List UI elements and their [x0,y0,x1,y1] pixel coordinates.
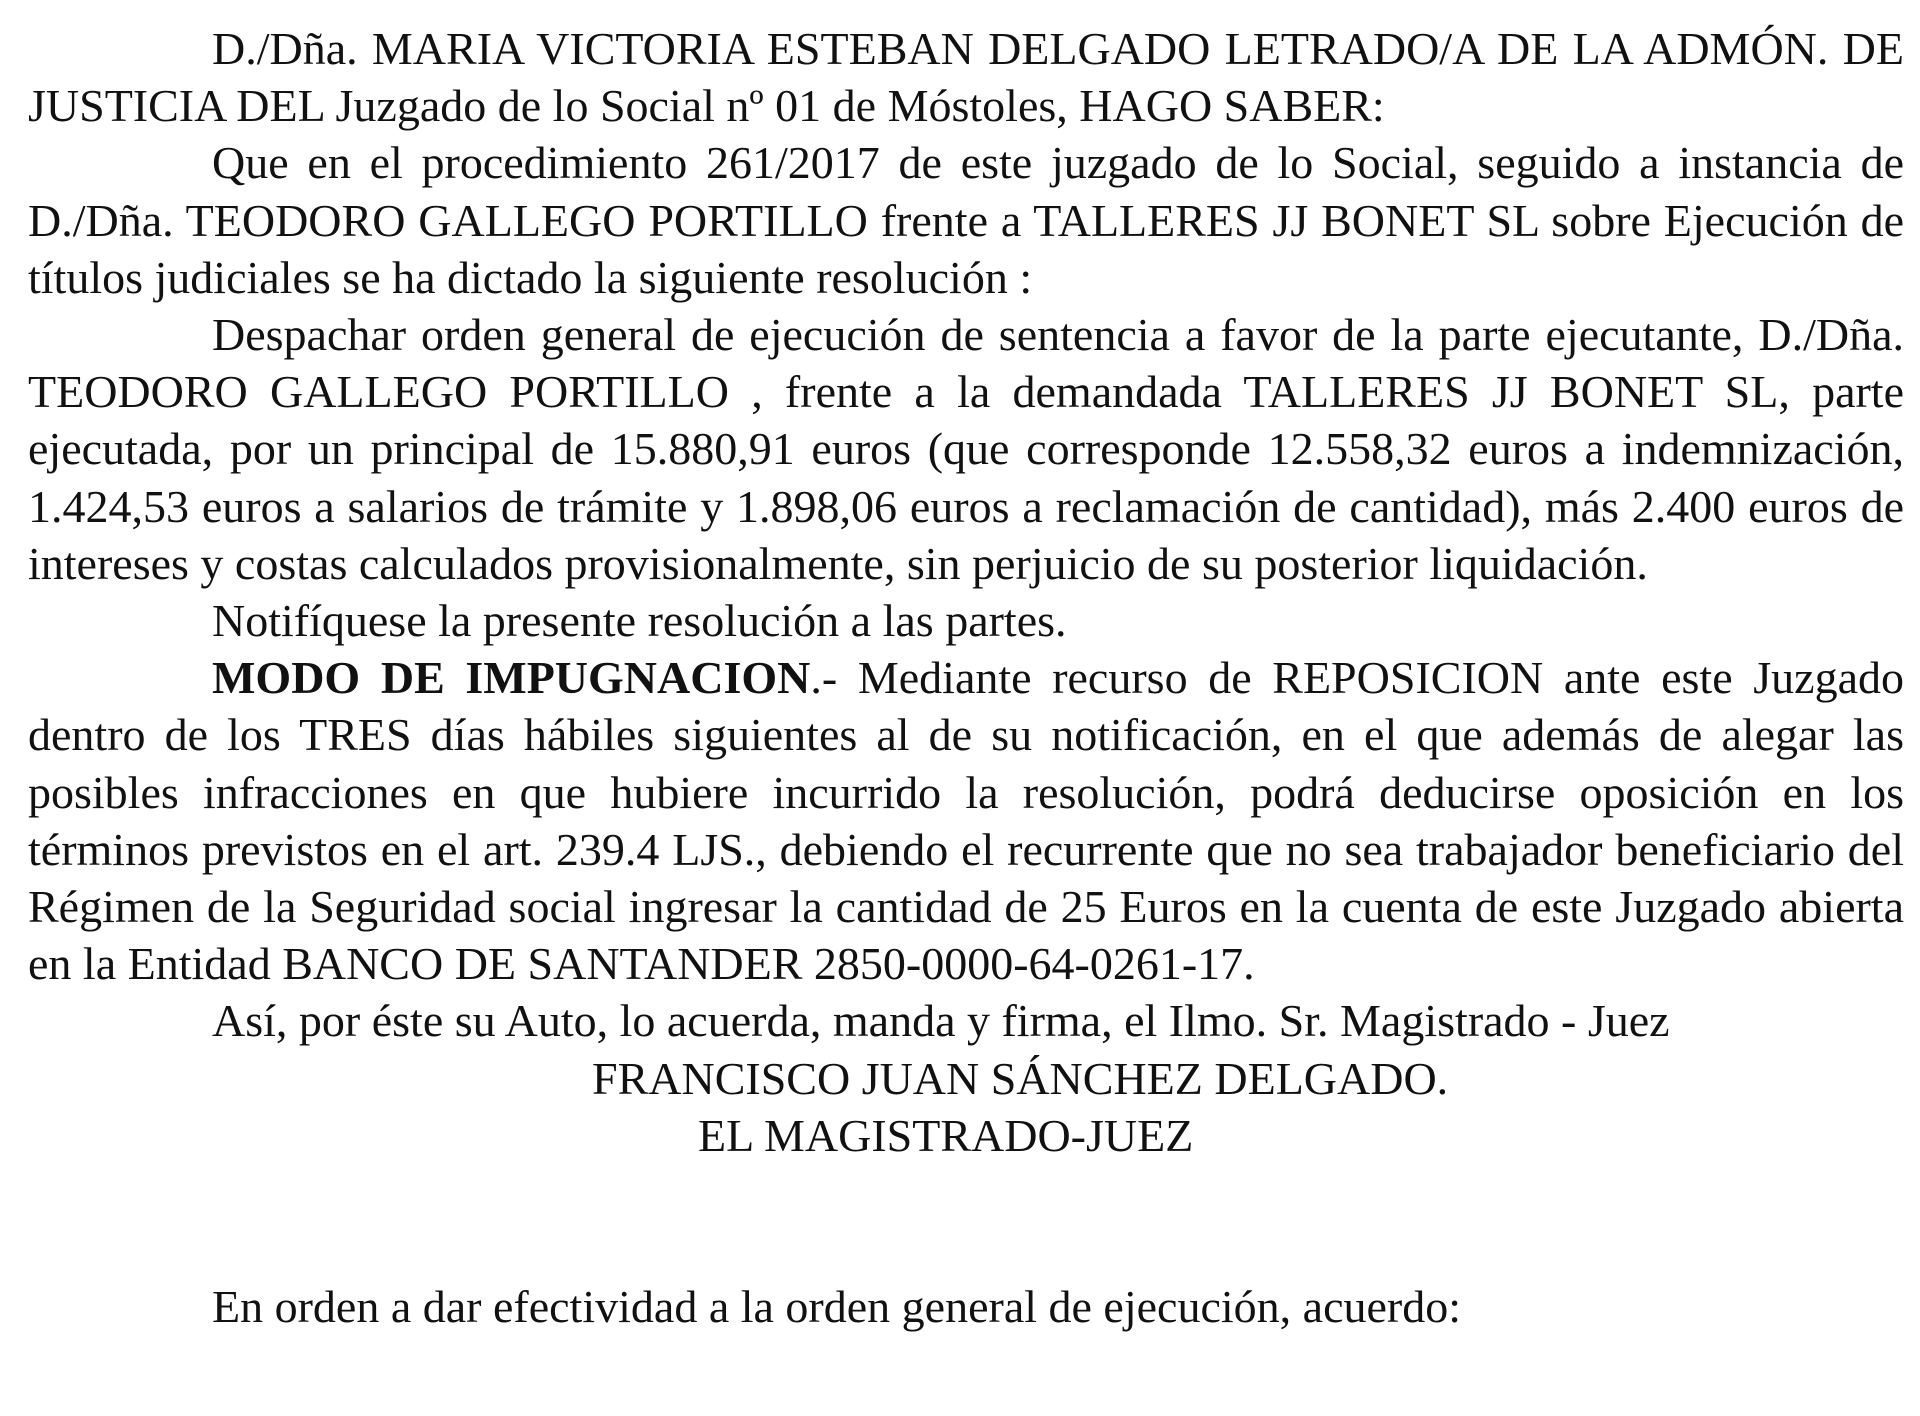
opening-paragraph: D./Dña. MARIA VICTORIA ESTEBAN DELGADO LETRADO/A DE LA ADMÓN. DE JUSTICIA DEL Juzgado de lo Social nº 01 de Móstoles, HAGO SABER: [28,23,1904,132]
judge-title: EL MAGISTRADO-JUEZ [698,1109,1194,1161]
appeal-body: .- Mediante recurso de REPOSICION ante este Juzgado dentro de los TRES días hábiles siguientes al de su notificación, en el que además de alegar las posibles infracciones en que hubiere incurrido la resolución, podrá deducirse oposición en los términos previstos en el art. 239.4 LJS., debiendo el recurrente que no sea trabajador beneficiario del Régimen de la Seguridad social ingresar la cantidad de 25 Euros en la cuenta de este Juzgado abierta en la Entidad BANCO DE SANTANDER 2850-0000-64-0261-17. [28,652,1905,990]
notification-paragraph: Notifíquese la presente resolución a las partes. [212,595,1067,647]
procedure-paragraph: Que en el procedimiento 261/2017 de este juzgado de lo Social, seguido a instancia de D./Dña. TEODORO GALLEGO PORTILLO frente a TALLERES JJ BONET SL sobre Ejecución de títulos judiciales se ha dictado la siguiente resolución : [28,137,1904,303]
document-body [28,20,1904,1335]
appeal-heading: MODO DE IMPUGNACION [212,652,811,704]
execution-order-paragraph: Despachar orden general de ejecución de sentencia a favor de la parte ejecutante, D./Dña. TEODORO GALLEGO PORTILLO , frente a la demandada TALLERES JJ BONET SL, parte ejecutada, por un principal de 15.880,91 euros (que corresponde 12.558,32 euros a indemnización, 1.424,53 euros a salarios de trámite y 1.898,06 euros a reclamación de cantidad), más 2.400 euros de intereses y costas calculados provisionalmente, sin perjuicio de su posterior liquidación. [28,309,1904,589]
judge-name: FRANCISCO JUAN SÁNCHEZ DELGADO. [592,1052,1449,1104]
final-paragraph: En orden a dar efectividad a la orden general de ejecución, acuerdo: [212,1281,1462,1333]
appeal-paragraph [28,649,1904,992]
blank-space [28,1164,1904,1278]
closing-formula: Así, por éste su Auto, lo acuerda, manda y firma, el Ilmo. Sr. Magistrado - Juez [212,995,1670,1047]
